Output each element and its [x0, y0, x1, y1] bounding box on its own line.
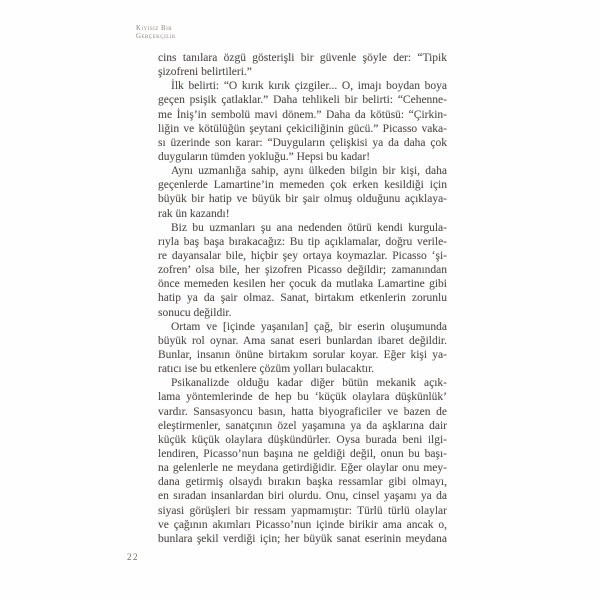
text-line: zofren’ olsa bile, her şizofren Picasso değildir; zamanından	[158, 264, 447, 277]
text-line: geçenlerde Lamartine’in memeden çok erken kesildiği için	[158, 179, 447, 192]
running-header	[136, 25, 176, 40]
text-line: geçen psişik çatlaklar.” Daha tehlikeli bir belirti: “Cehenne-	[158, 94, 447, 107]
text-line: büyük rol oynar. Ama sanat eseri bunlardan ibaret değildir.	[158, 334, 447, 347]
text-line: bunlara şekil verdiği için; her büyük sanat eserinin meydana	[158, 532, 447, 545]
text-line: Biz bu uzmanları şu ana nedenden ötürü kendi kurgula-	[171, 221, 447, 234]
text-line: duyguların tümden yokluğu.” Hepsi bu kadar!	[158, 150, 371, 163]
text-line: büyük bir hatip ve büyük bir şair olmuş olduğunu açıklaya-	[158, 193, 447, 206]
page-number: 22	[127, 552, 139, 562]
text-line: lendiren, Picasso’nun başına ne geldiği değil, onun bu başı-	[158, 447, 447, 460]
running-header-title-line-2: Gerçekçilik	[136, 32, 177, 40]
text-line: şizofreni belirtileri.”	[158, 66, 252, 79]
text-line: liğin ve kötülüğün şeytani çekiciliğinin gücü.” Picasso vaka-	[158, 122, 447, 135]
text-line: ve çağının akımları Picasso’nun içinde birikir ama ancak o,	[158, 518, 447, 531]
text-line: re dayansalar bile, hiçbir şey ortaya koymazlar. Picasso ‘şi-	[158, 249, 447, 262]
text-line: siyasi görüşleri bir ressam yapmamıştır: Türlü türlü olaylar	[158, 504, 447, 517]
text-line: Psikanalizde olduğu kadar diğer bütün mekanik açık-	[171, 377, 447, 390]
text-line: ratıcı ise bu etkenlere çözüm yolları bulacaktır.	[158, 363, 375, 376]
text-line: hatip ya da şair olmaz. Sanat, birtakım etkenlerin zorunlu	[158, 292, 447, 305]
text-line: Bunlar, insanın önüne birtakım sorular koyar. Eğer kişi ya-	[158, 348, 447, 361]
running-header-title-line-1: Kıyısız Bir	[136, 25, 173, 32]
text-line: sonucu değildir.	[158, 306, 232, 319]
text-line: vardır. Sansasyoncu basın, hatta biyograficiler ve bazen de	[158, 405, 447, 418]
text-line: cins tanılara özgü gösterişli bir güvenle şöyle der: “Tipik	[158, 52, 447, 64]
text-line: rak ün kazandı!	[158, 207, 230, 220]
text-line: na gelenlerle ne meydana getirdiğidir. Eğer olaylar onu mey-	[158, 462, 447, 475]
text-line: lama yöntemlerinde de hep bu ‘küçük olaylara düşkünlük’	[158, 391, 447, 404]
text-line: rıyla baş başa bırakacağız: Bu tip açıklamalar, doğru verile-	[158, 235, 447, 248]
text-line: önce memeden kesilen her çocuk da mutlaka Lamartine gibi	[158, 278, 447, 291]
text-line: Aynı uzmanlığa sahip, aynı ülkeden bilgin bir kişi, daha	[171, 165, 447, 178]
text-line: en sıradan insanlardan biri olurdu. Onu, cinsel yaşamı ya da	[158, 490, 447, 503]
text-line: me İniş’in sembolü mavi dönem.” Daha da kötüsü: “Çirkin-	[158, 108, 447, 121]
page-body-text	[158, 51, 447, 546]
text-line: dana getirmiş olsaydı bırakın başka ressamlar gibi olmayı,	[158, 476, 447, 489]
text-line: eleştirmenler, sanatçının özel yaşamına ya da aşklarına dair	[158, 419, 447, 432]
text-line: Ortam ve [içinde yaşanılan] çağ, bir eserin oluşumunda	[171, 320, 447, 333]
text-line: küçük küçük olaylara düşkündürler. Oysa burada beni ilgi-	[158, 433, 447, 446]
text-line: İlk belirti: “O kırık kırık çizgiler... O, imajı boydan boya	[171, 80, 447, 93]
text-line: sı üzerinde son karar: “Duyguların çelişkisi ya da daha çok	[158, 136, 447, 149]
